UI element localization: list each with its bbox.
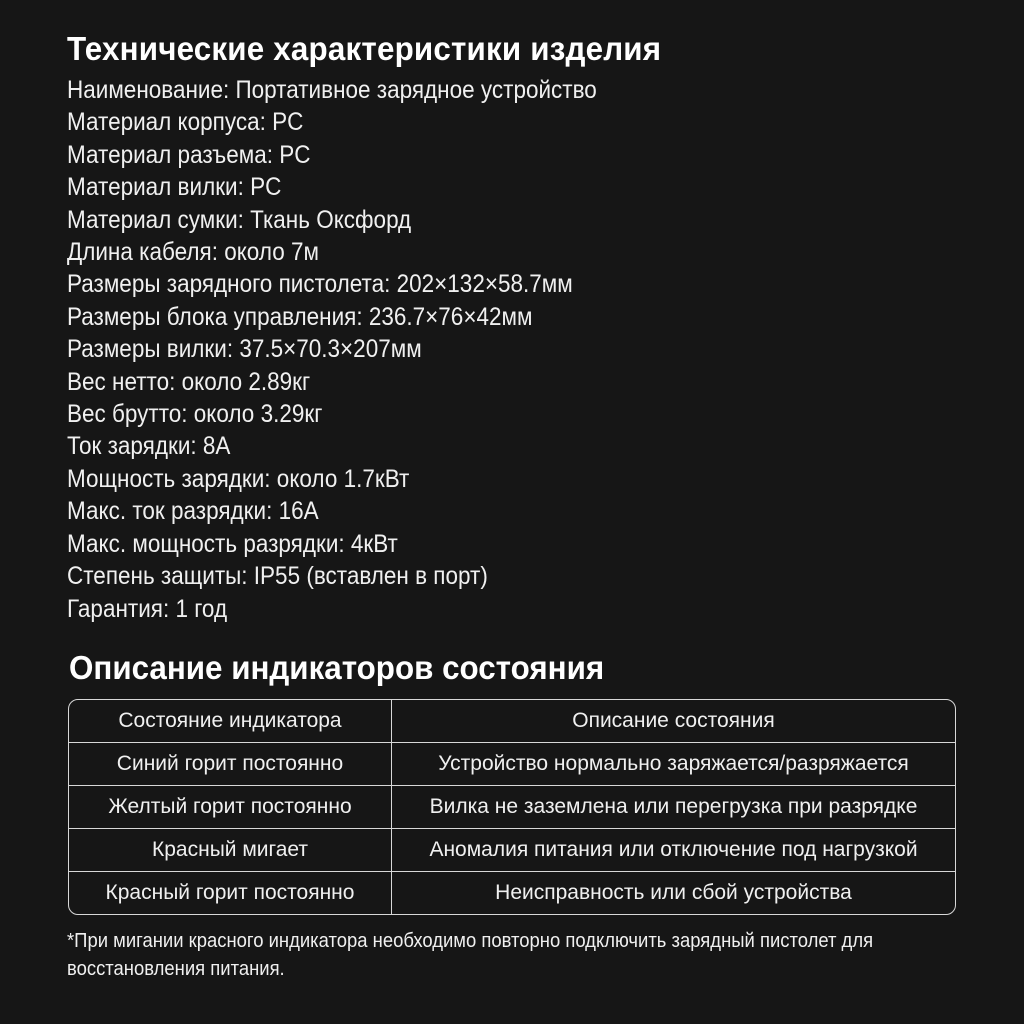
spec-item-net-weight: Вес нетто: около 2.89кг (67, 367, 311, 396)
spec-item-gross-weight: Вес брутто: около 3.29кг (67, 400, 323, 429)
table-row (69, 829, 955, 872)
spec-item-cable-length: Длина кабеля: около 7м (67, 238, 319, 267)
table-row (69, 872, 955, 914)
spec-item-connector-material: Материал разъема: PC (67, 140, 311, 169)
spec-item-bag-material: Материал сумки: Ткань Оксфорд (67, 205, 412, 234)
table-row (69, 786, 955, 829)
indicator-state-cell: Желтый горит постоянно (69, 786, 392, 829)
indicators-title: Описание индикаторов состояния (69, 648, 605, 686)
indicator-state-cell: Красный горит постоянно (69, 872, 392, 914)
state-description-cell: Неисправность или сбой устройства (495, 880, 852, 904)
spec-item-max-discharge-power: Макс. мощность разрядки: 4кВт (67, 529, 398, 558)
spec-item-max-discharge-current: Макс. ток разрядки: 16А (67, 497, 319, 526)
state-description-cell: Устройство нормально заряжается/разряжается (392, 743, 955, 786)
spec-item-charging-current: Ток зарядки: 8А (67, 432, 231, 461)
indicator-state-cell: Красный мигает (69, 829, 392, 872)
spec-sheet (67, 26, 957, 983)
spec-item-plug-material: Материал вилки: PC (67, 173, 282, 202)
footnote: *При мигании красного индикатора необходимо повторно подключить зарядный пистолет для восстановления питания. (67, 928, 874, 980)
indicator-status-table (68, 699, 956, 915)
spec-item-protection-rating: Степень защиты: IP55 (вставлен в порт) (67, 562, 488, 591)
spec-item-gun-dimensions: Размеры зарядного пистолета: 202×132×58.7мм (67, 270, 573, 299)
spec-item-control-box-dimensions: Размеры блока управления: 236.7×76×42мм (67, 302, 533, 331)
spec-item-body-material: Материал корпуса: PC (67, 108, 304, 137)
header-indicator-state: Состояние индикатора (69, 700, 392, 743)
specs-list (67, 74, 957, 625)
spec-item-name: Наименование: Портативное зарядное устройство (67, 76, 597, 104)
table-header-row (69, 700, 955, 743)
spec-item-warranty: Гарантия: 1 год (67, 594, 228, 623)
state-description-cell: Аномалия питания или отключение под нагрузкой (392, 829, 955, 872)
indicator-state-cell: Синий горит постоянно (69, 743, 392, 786)
header-state-description: Описание состояния (392, 700, 955, 743)
specs-title: Технические характеристики изделия (67, 30, 662, 67)
spec-item-plug-dimensions: Размеры вилки: 37.5×70.3×207мм (67, 335, 422, 364)
state-description-cell: Вилка не заземлена или перегрузка при разрядке (392, 786, 955, 829)
spec-item-charging-power: Мощность зарядки: около 1.7кВт (67, 464, 410, 493)
table-row (69, 743, 955, 786)
